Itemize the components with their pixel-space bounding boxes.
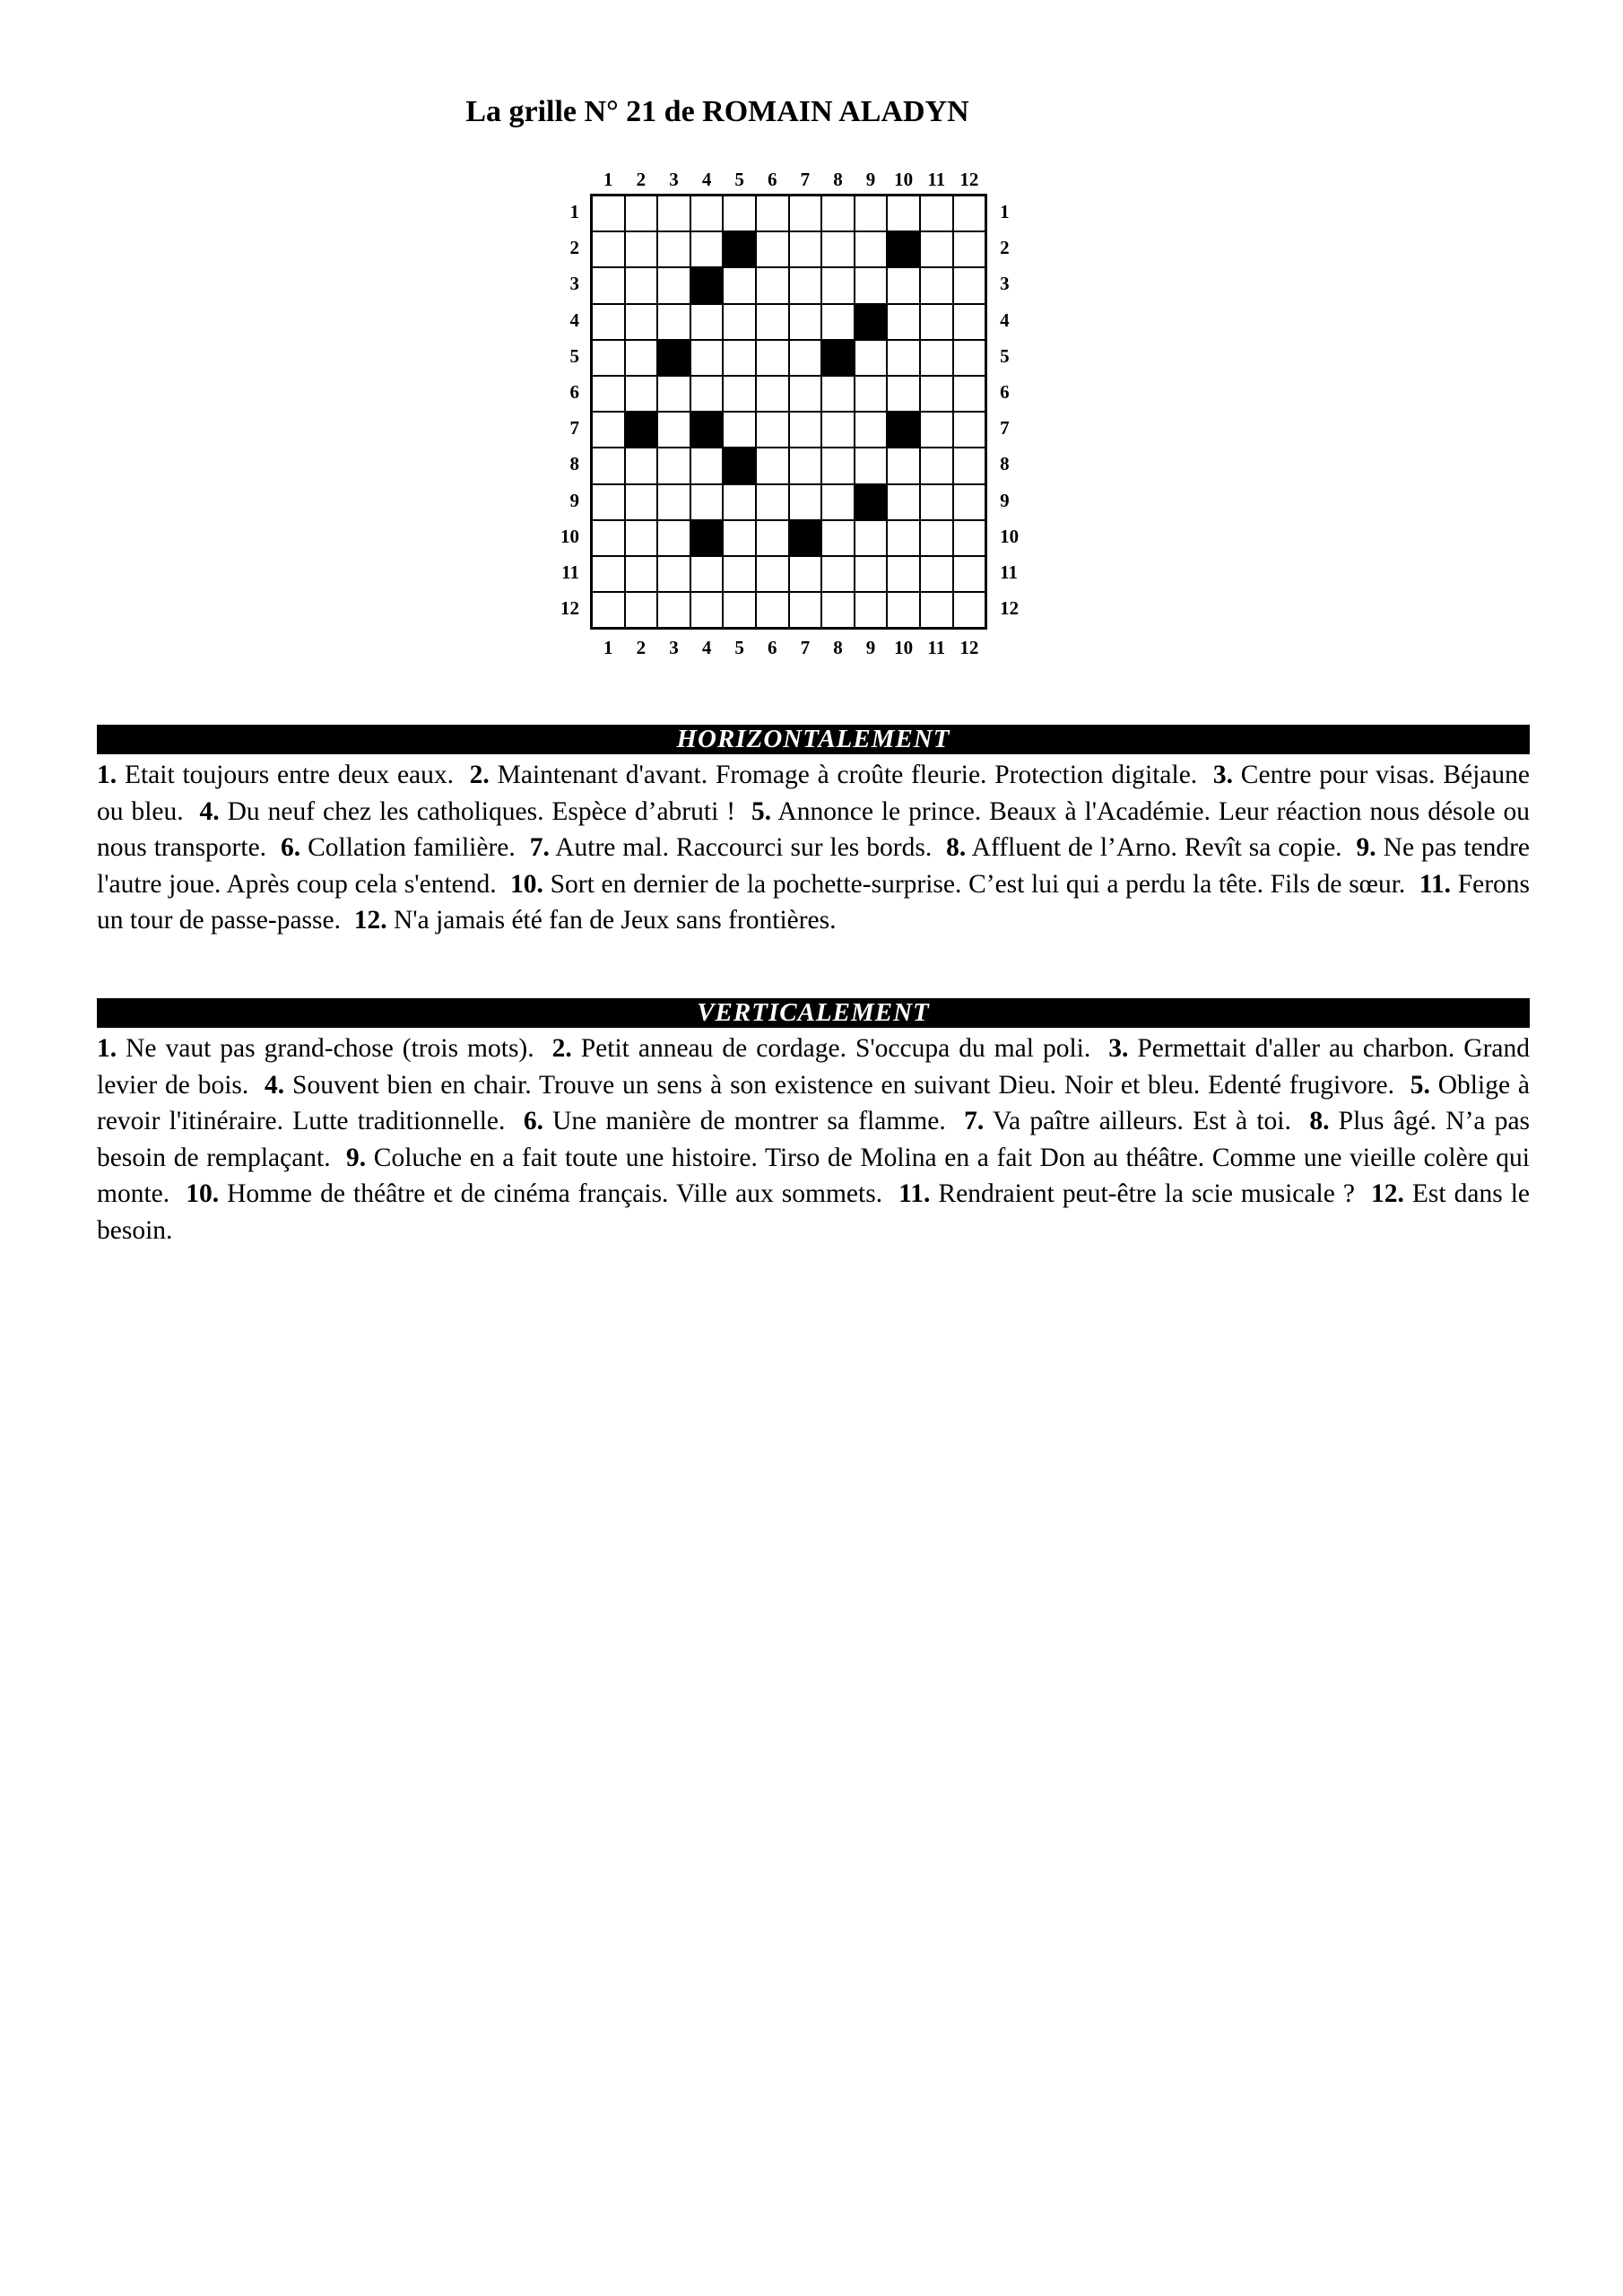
grid-cell [723,592,756,628]
clue-number: 6. [523,1107,543,1136]
grid-cell [657,448,690,483]
grid-cell [657,412,690,448]
grid-cell [855,556,888,592]
grid-cell [821,556,855,592]
column-number: 7 [800,637,811,659]
row-number: 11 [1000,561,1018,583]
grid-cell [920,484,953,520]
grid-cell [953,520,986,556]
grid-cell [920,340,953,376]
clue-number: 8. [1309,1107,1330,1136]
grid-cell [920,592,953,628]
vertical-header-bar [97,998,1530,1028]
horizontal-header-label: HORIZONTALEMENT [676,725,950,753]
clue-number: 6. [281,833,301,863]
grid-cell [723,304,756,340]
row-number: 7 [569,417,579,439]
grid-cell [887,267,920,303]
grid-cell [657,267,690,303]
grid-cell [723,267,756,303]
clue-number: 1. [97,1034,117,1063]
clue-number: 10. [186,1179,220,1209]
grid-cell [920,231,953,267]
grid-cell [592,556,625,592]
grid-cell [887,304,920,340]
clue-number: 7. [529,833,550,863]
row-number: 5 [1000,344,1010,367]
row-number: 7 [1000,417,1010,439]
grid-cell [625,304,658,340]
grid-cell [953,448,986,483]
grid-cell [723,520,756,556]
grid-cell [953,376,986,412]
grid-cell [756,231,789,267]
clue-number: 9. [1356,833,1376,863]
grid-cell [789,592,822,628]
clue-number: 2. [551,1034,572,1063]
grid-cell [756,340,789,376]
grid-cell-black [821,340,855,376]
grid-cell [723,196,756,231]
vertical-header-label: VERTICALEMENT [697,998,930,1027]
column-number: 12 [959,637,979,659]
grid-cell [855,592,888,628]
grid-cell [789,267,822,303]
grid-cell-black [690,412,724,448]
clue-number: 1. [97,761,117,789]
row-number: 9 [1000,489,1010,511]
grid-cell [953,556,986,592]
column-number: 6 [768,637,777,659]
column-number: 3 [669,169,679,190]
horizontal-section [97,725,1530,939]
grid-cell [920,304,953,340]
clue-number: 3. [1212,761,1233,789]
grid-cell-black [690,520,724,556]
grid-cell [592,231,625,267]
row-number: 5 [569,344,579,367]
row-number: 3 [569,273,579,295]
row-number: 12 [1000,597,1020,620]
grid-cell [855,520,888,556]
grid-cell [920,196,953,231]
grid-cell [592,267,625,303]
clue-number: 3. [1108,1034,1129,1063]
grid-cell [789,304,822,340]
grid-cell [657,304,690,340]
grid-cell [756,196,789,231]
grid-cell [789,231,822,267]
grid-cell [953,231,986,267]
column-number: 5 [734,169,744,190]
crossword-grid [549,167,1028,657]
grid-cell-black [789,520,822,556]
column-number: 10 [894,637,914,659]
grid-cell [920,267,953,303]
grid-cell [789,448,822,483]
grid-cell [855,448,888,483]
grid-cell [657,520,690,556]
grid-cell [953,196,986,231]
column-number: 1 [603,637,613,659]
grid-cell [887,592,920,628]
grid-cell [756,376,789,412]
grid-cell [723,484,756,520]
grid-cell [592,484,625,520]
column-number: 12 [959,169,979,190]
row-number: 1 [1000,201,1010,222]
grid-cell [789,196,822,231]
grid-cell [756,448,789,483]
grid-cell [657,484,690,520]
grid-cell [789,556,822,592]
grid-cell [657,231,690,267]
grid-cell [723,556,756,592]
grid-cell [625,340,658,376]
grid-cell [953,304,986,340]
row-number: 2 [1000,237,1010,259]
grid-cell [625,231,658,267]
grid-cell [592,304,625,340]
grid-cell [690,304,724,340]
column-number: 11 [927,637,946,659]
clue-number: 9. [345,1143,367,1172]
row-number: 2 [569,237,579,259]
grid-cell-black [657,340,690,376]
grid-cell [690,556,724,592]
grid-cell [855,196,888,231]
grid-cell [592,448,625,483]
grid-cell-black [887,231,920,267]
grid-numbers-left [549,194,590,630]
grid-cell [855,412,888,448]
grid-cell [625,376,658,412]
clue-number: 5. [751,796,772,826]
row-number: 6 [1000,380,1010,403]
grid-cell [920,412,953,448]
grid-cell [821,592,855,628]
grid-cell [821,448,855,483]
grid-cell [920,556,953,592]
grid-cell [789,412,822,448]
row-number: 8 [569,453,579,475]
column-number: 3 [669,637,679,659]
grid-cell [887,484,920,520]
row-number: 6 [569,380,579,403]
column-number: 10 [894,169,914,190]
row-number: 3 [1000,273,1010,295]
column-number: 6 [768,169,777,190]
grid-cell [855,267,888,303]
grid-cell [821,520,855,556]
grid-cell [592,340,625,376]
grid-cell [592,412,625,448]
grid-cell [592,520,625,556]
clue-number: 11. [1419,869,1451,899]
grid-cell [690,340,724,376]
column-number: 8 [833,637,843,659]
grid-cell [723,340,756,376]
grid-cell-black [723,231,756,267]
grid-cell [789,376,822,412]
row-number: 8 [1000,453,1010,475]
grid-cells [590,194,987,630]
grid-cell [953,412,986,448]
grid-cell [592,196,625,231]
grid-cell [592,592,625,628]
grid-cell [625,592,658,628]
grid-cell [756,556,789,592]
grid-cell [821,231,855,267]
clue-number: 11. [898,1179,931,1209]
grid-cell [789,484,822,520]
horizontal-clues: 1. Etait toujours entre deux eaux. 2. Maintenant d'avant. Fromage à croûte fleurie. Protection digitale. 3. Centre pour visas. Béjaune ou bleu. 4. Du neuf chez les catholiques. Espèce d’abruti ! 5. Annonce le prince. Beaux à l'Académie. Leur réaction nous désole ou nous transporte. 6. Collation familière. 7. Autre mal. Raccourci sur les bords. 8. Affluent de l’Arno. Revît sa copie. 9. Ne pas tendre l'autre joue. Après coup cela s'entend. 10. Sort en dernier de la pochette-surprise. C’est lui qui a perdu la tête. Fils de sœur. 11. Ferons un tour de passe-passe. 12. N'a jamais été fan de Jeux sans frontières. [97,761,1531,935]
row-number: 10 [1000,525,1020,547]
grid-cell [690,376,724,412]
page-title: La grille N° 21 de ROMAIN ALADYN [465,95,969,128]
grid-cell [625,484,658,520]
grid-cell [625,520,658,556]
row-number: 12 [560,597,579,620]
grid-cell [887,520,920,556]
grid-cell [821,267,855,303]
grid-cell [756,412,789,448]
grid-cell [657,556,690,592]
clue-number: 4. [265,1070,285,1100]
clue-number: 2. [469,761,490,789]
column-number: 4 [701,169,712,190]
column-number: 2 [636,637,647,659]
grid-cell [625,448,658,483]
grid-cell [690,592,724,628]
clue-number: 7. [964,1107,985,1136]
clue-number: 5. [1410,1070,1430,1100]
grid-numbers-right [987,194,1028,630]
grid-cell [657,376,690,412]
row-number: 9 [569,489,579,511]
column-number: 9 [865,637,876,659]
grid-numbers-top [592,167,1028,194]
horizontal-header-bar [97,725,1530,754]
row-number: 11 [561,561,579,583]
row-number: 10 [560,525,579,547]
grid-cell-black [855,484,888,520]
row-number: 1 [569,201,579,222]
grid-cell [920,448,953,483]
column-number: 8 [833,169,843,190]
grid-cell [953,592,986,628]
grid-cell [690,196,724,231]
grid-cell [625,267,658,303]
grid-cell-black [723,448,756,483]
column-number: 4 [701,637,712,659]
grid-cell [887,340,920,376]
grid-cell-black [625,412,658,448]
grid-numbers-bottom [592,630,1028,657]
grid-cell [723,412,756,448]
grid-cell [789,340,822,376]
grid-cell [690,448,724,483]
grid-cell [855,376,888,412]
grid-cell [625,556,658,592]
column-number: 7 [800,169,811,190]
grid-cell [723,376,756,412]
grid-cell [855,340,888,376]
column-number: 5 [734,637,744,659]
grid-cell [756,592,789,628]
grid-cell [756,267,789,303]
grid-cell [592,376,625,412]
clue-number: 10. [510,869,543,899]
grid-cell-black [887,412,920,448]
grid-cell [920,520,953,556]
grid-cell [657,196,690,231]
row-number: 4 [1000,309,1010,331]
grid-cell [855,231,888,267]
clue-number: 8. [946,833,967,863]
row-number: 4 [569,309,579,331]
grid-cell [953,340,986,376]
grid-cell [625,196,658,231]
grid-cell [821,304,855,340]
grid-cell [756,484,789,520]
grid-cell [756,520,789,556]
grid-cell [690,231,724,267]
grid-cell [821,412,855,448]
grid-cell [887,196,920,231]
clue-number: 12. [1370,1179,1404,1209]
clue-number: 4. [199,796,220,826]
column-number: 11 [927,169,946,190]
grid-cell [690,484,724,520]
column-number: 9 [865,169,876,190]
grid-cell-black [855,304,888,340]
grid-cell [821,376,855,412]
grid-cell [887,376,920,412]
vertical-section [97,998,1530,1249]
vertical-clues: 1. Ne vaut pas grand-chose (trois mots). 2. Petit anneau de cordage. S'occupa du mal poli. 3. Permettait d'aller au charbon. Grand levier de bois. 4. Souvent bien en chair. Trouve un sens à son existence en suivant Dieu. Noir et bleu. Edenté frugivore. 5. Oblige à revoir l'itinéraire. Lutte traditionnelle. 6. Une manière de montrer sa flamme. 7. Va paître ailleurs. Est à toi. 8. Plus âgé. N’a pas besoin de remplaçant. 9. Coluche en a fait toute une histoire. Tirso de Molina en a fait Don au théâtre. Comme une vieille colère qui monte. 10. Homme de théâtre et de cinéma français. Ville aux sommets. 11. Rendraient peut-être la scie musicale ? 12. Est dans le besoin. [97,1034,1531,1245]
column-number: 2 [636,169,647,190]
grid-cell [821,196,855,231]
grid-cell [953,267,986,303]
grid-cell [887,448,920,483]
grid-cell [756,304,789,340]
grid-cell [887,556,920,592]
grid-cell [920,376,953,412]
grid-cell [953,484,986,520]
grid-cell [821,484,855,520]
clue-number: 12. [353,906,387,935]
column-number: 1 [603,169,613,190]
grid-cell-black [690,267,724,303]
grid-cell [657,592,690,628]
